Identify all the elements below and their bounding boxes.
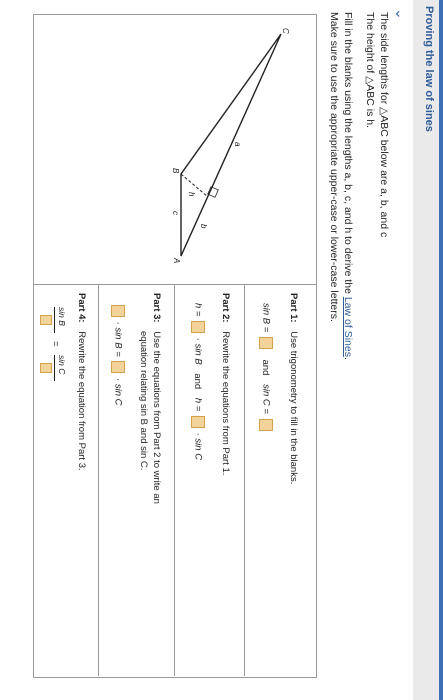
vertex-C-label: C bbox=[281, 28, 290, 34]
part-4-equals: = bbox=[50, 341, 61, 347]
part-2-blank-1[interactable] bbox=[191, 321, 205, 333]
side-c-label: c bbox=[171, 211, 180, 215]
part-2-blank-2[interactable] bbox=[191, 416, 205, 428]
part-2-text: Rewrite the equations from Part 1. bbox=[220, 331, 231, 476]
fraction-line-2 bbox=[54, 355, 55, 381]
triangle-diagram bbox=[173, 24, 293, 269]
parts-column bbox=[33, 285, 317, 676]
part-4-numerator-2: sin C bbox=[57, 355, 67, 375]
intro-line-1: The side lengths for △ABC below are a, b, and c bbox=[378, 12, 390, 238]
part-4-text: Rewrite the equation from Part 3. bbox=[76, 331, 87, 471]
part-1 bbox=[244, 285, 317, 676]
part-4 bbox=[33, 285, 99, 676]
part-3-blank-2[interactable] bbox=[111, 361, 125, 373]
part-1-blank-num-1[interactable] bbox=[259, 337, 273, 349]
law-of-sines-link[interactable]: Law of Sines bbox=[342, 296, 354, 357]
part-3-blank-1[interactable] bbox=[111, 305, 125, 317]
intro-line-2: The height of △ABC is h. bbox=[364, 12, 376, 129]
instructions bbox=[327, 12, 391, 672]
intro-line-3: Fill in the blanks using the lengths a, b, c, and h to derive the Law of Sines. bbox=[342, 12, 354, 360]
part-4-blank-1[interactable] bbox=[40, 315, 52, 325]
part-1-equation: sin B = and sin C = bbox=[259, 303, 273, 433]
part-3-text: Use the equations from Part 2 to write an bbox=[151, 331, 162, 504]
intro-line-4: Make sure to use the appropriate upper-case or lower-case letters. bbox=[328, 12, 340, 322]
fraction-line-1 bbox=[54, 307, 55, 333]
part-4-label: Part 4: bbox=[76, 293, 87, 323]
side-a-label: a bbox=[233, 142, 242, 147]
part-4-blank-2[interactable] bbox=[40, 363, 52, 373]
part-2-label: Part 2: bbox=[220, 293, 231, 323]
part-1-text: Use trigonometry to fill in the blanks. bbox=[288, 331, 299, 485]
vertex-A-label: A bbox=[172, 258, 181, 264]
vertex-B-label: B bbox=[171, 168, 180, 174]
side-b-label: b bbox=[199, 224, 208, 229]
part-4-equation bbox=[37, 307, 67, 427]
part-1-blank-num-2[interactable] bbox=[259, 419, 273, 431]
part-3-equation: · sin B = · sin C bbox=[111, 303, 125, 406]
part-4-numerator-1: sin B bbox=[57, 307, 67, 326]
part-1-label: Part 1: bbox=[288, 293, 299, 323]
top-bar bbox=[413, 0, 443, 700]
part-3 bbox=[98, 285, 175, 676]
part-3-label: Part 3: bbox=[151, 293, 162, 323]
part-2-equation: h = · sin B and h = · sin C bbox=[192, 303, 204, 461]
height-h-label: h bbox=[187, 192, 196, 197]
part-3-text-2: equation relating sin B and sin C. bbox=[138, 331, 149, 471]
part-2 bbox=[174, 285, 245, 676]
page-title: Proving the law of sines bbox=[423, 6, 435, 132]
accent-bar bbox=[439, 0, 443, 700]
chevron-down-icon[interactable]: ⌄ bbox=[393, 8, 409, 20]
